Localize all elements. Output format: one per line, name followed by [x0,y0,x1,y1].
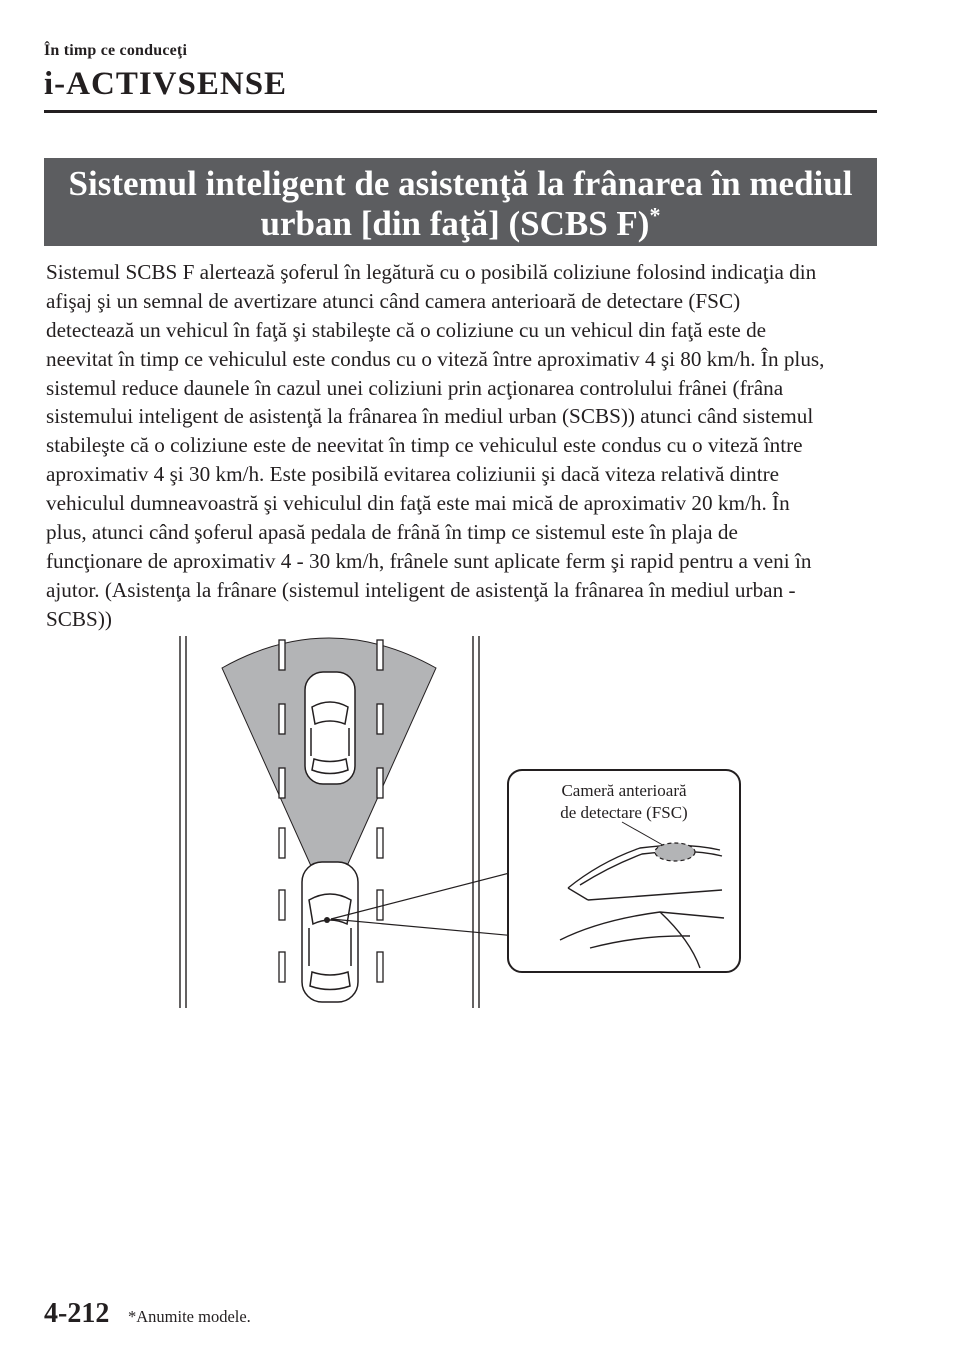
body-line: sistemului inteligent de asistenţă la frânarea în mediul urban (SCBS)) atunci când sistemul [46,404,814,429]
fsc-illustration [0,620,960,1020]
section-heading-line2-text: urban [din faţă] (SCBS F) [260,204,650,243]
body-line: stabileşte că o coliziune este de neevitat în timp ce vehiculul este condus cu o viteză între [46,433,803,458]
body-line: aproximativ 4 şi 30 km/h. Este posibilă evitarea coliziunii şi dacă viteza relativă dintre [46,462,780,487]
callout-label-line1: Cameră anterioară [561,781,687,800]
own-vehicle [302,862,358,1002]
body-line: Sistemul SCBS F alertează şoferul în legătură cu o posibilă coliziune folosind indicaţia din [46,260,817,284]
body-paragraph [46,258,886,634]
model-footnote-marker: * [649,202,661,228]
body-line: ajutor. (Asistenţa la frânare (sistemul inteligent de asistenţă la frânarea în mediul urban - [46,577,796,602]
body-line: funcţionare de aproximativ 4 - 30 km/h, frânele sunt aplicate ferm şi rapid pentru a veni în [46,548,812,573]
body-line: afişaj şi un semnal de avertizare atunci când camera anterioară de detectare (FSC) [46,288,741,313]
callout-box [508,770,740,972]
callout-label-line2: de detectare (FSC) [560,803,688,822]
body-line: neevitat în timp ce vehiculul este condus cu o viteză între aproximativ 4 şi 80 km/h. În plus, [46,346,825,371]
section-kicker: În timp ce conduceţi [44,42,188,59]
section-heading [44,158,877,246]
fsc-diagram [0,620,960,1020]
section-heading-line2 [44,204,877,244]
body-line: plus, atunci când şoferul apasă pedala de frână în timp ce sistemul este în plaja de [46,520,738,545]
body-line: vehiculul dumneavoastră şi vehiculul din faţă este mai mică de aproximativ 20 km/h. În [46,491,790,516]
chapter-divider [44,110,877,113]
chapter-title: i-ACTIVSENSE [44,66,288,102]
body-line: detectează un vehicul în faţă şi stabileşte că o coliziune cu un vehicul din faţă este de [46,317,767,342]
fsc-camera-highlight [655,843,695,861]
sensor-position [324,917,330,923]
page-number: 4-212 [44,1298,110,1329]
vehicle-ahead [305,672,355,784]
body-line: SCBS)) [46,606,112,631]
body-line: sistemul reduce daunele în cazul unei coliziuni prin acţionarea controlului frânei (frâna [46,375,784,400]
footnote: *Anumite modele. [128,1307,251,1326]
section-heading-line1: Sistemul inteligent de asistenţă la frânarea în mediul [68,164,853,203]
